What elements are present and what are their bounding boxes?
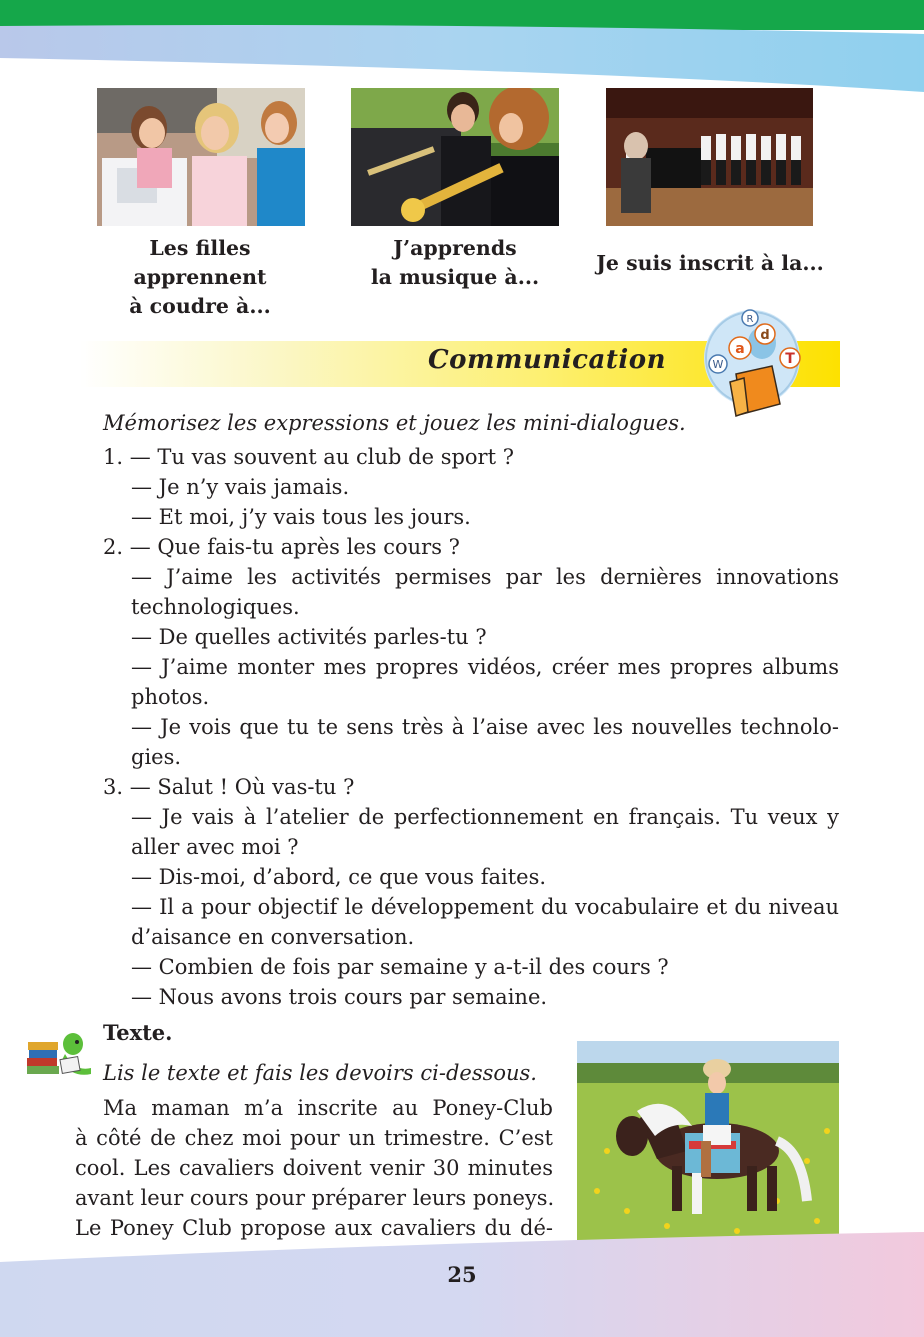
texte-instruction: Lis le texte et fais les devoirs ci-dessous. — [103, 1061, 537, 1085]
paragraph-line: Ma maman m’a inscrite au Poney-Club — [103, 1096, 553, 1120]
dialogue-line: — Combien de fois par semaine y a-t-il des cours ? — [131, 955, 669, 979]
dialogue-line: 1. — Tu vas souvent au club de sport ? — [103, 445, 514, 469]
paragraph-line: cool. Les cavaliers doivent venir 30 minutes — [75, 1156, 553, 1180]
dialogue-line: d’aisance en conversation. — [131, 925, 415, 949]
dialogue-line: — Je vois que tu te sens très à l’aise avec les nouvelles technolo- — [131, 715, 839, 739]
books-reader-icon — [25, 1028, 97, 1082]
caption-line: à coudre à... — [129, 294, 271, 318]
dialogue-line: technologiques. — [131, 595, 300, 619]
dialogue-line: gies. — [131, 745, 182, 769]
section-title-communication: Communication — [427, 345, 666, 375]
photo-choir — [606, 88, 813, 226]
dialogue-line: aller avec moi ? — [131, 835, 299, 859]
communication-instruction: Mémorisez les expressions et jouez les mini-dialogues. — [103, 411, 686, 435]
photo-music — [351, 88, 559, 226]
badge-letter: d — [760, 328, 770, 343]
dialogue-line: — Dis-moi, d’abord, ce que vous faites. — [131, 865, 547, 889]
dialogue-line: 2. — Que fais-tu après les cours ? — [103, 535, 460, 559]
dialogue-line: 3. — Salut ! Où vas-tu ? — [103, 775, 355, 799]
caption-line: Je suis inscrit à la... — [596, 251, 824, 275]
photo-pony — [577, 1041, 839, 1241]
badge-letter: R — [746, 314, 754, 325]
badge-letter: a — [735, 341, 745, 357]
header-band-blue — [0, 22, 924, 92]
caption-line: la musique à... — [370, 265, 540, 289]
paragraph-line: à côté de chez moi pour un trimestre. C’est — [75, 1126, 553, 1150]
caption-line: Les filles apprennent — [133, 236, 267, 289]
badge-letter: W — [712, 358, 724, 371]
caption-choir — [590, 249, 830, 278]
dialogue-line: photos. — [131, 685, 210, 709]
caption-music — [345, 234, 565, 292]
dialogue-line: — Nous avons trois cours par semaine. — [131, 985, 548, 1009]
dialogue-line: — Je n’y vais jamais. — [131, 475, 350, 499]
dialogue-line: — De quelles activités parles-tu ? — [131, 625, 487, 649]
section-heading-texte: Texte. — [103, 1020, 173, 1045]
dialogue-line: — Je vais à l’atelier de perfectionnement en français. Tu veux y — [131, 805, 839, 829]
paragraph-line: avant leur cours pour préparer leurs poneys. — [75, 1186, 555, 1210]
dialogue-line: — Et moi, j’y vais tous les jours. — [131, 505, 471, 529]
dialogue-line: — Il a pour objectif le développement du vocabulaire et du niveau — [131, 895, 839, 919]
dialogue-line: — J’aime monter mes propres vidéos, créer mes propres albums — [131, 655, 839, 679]
paragraph-line: Le Poney Club propose aux cavaliers du dé- — [75, 1216, 553, 1240]
badge-letter: T — [785, 351, 795, 367]
page-number: 25 — [447, 1262, 477, 1287]
photo-sewing — [97, 88, 305, 226]
caption-line: J’apprends — [393, 236, 517, 260]
caption-sewing — [80, 234, 320, 321]
communication-badge-icon — [700, 308, 810, 420]
dialogue-line: — J’aime les activités permises par les dernières innovations — [131, 565, 839, 589]
